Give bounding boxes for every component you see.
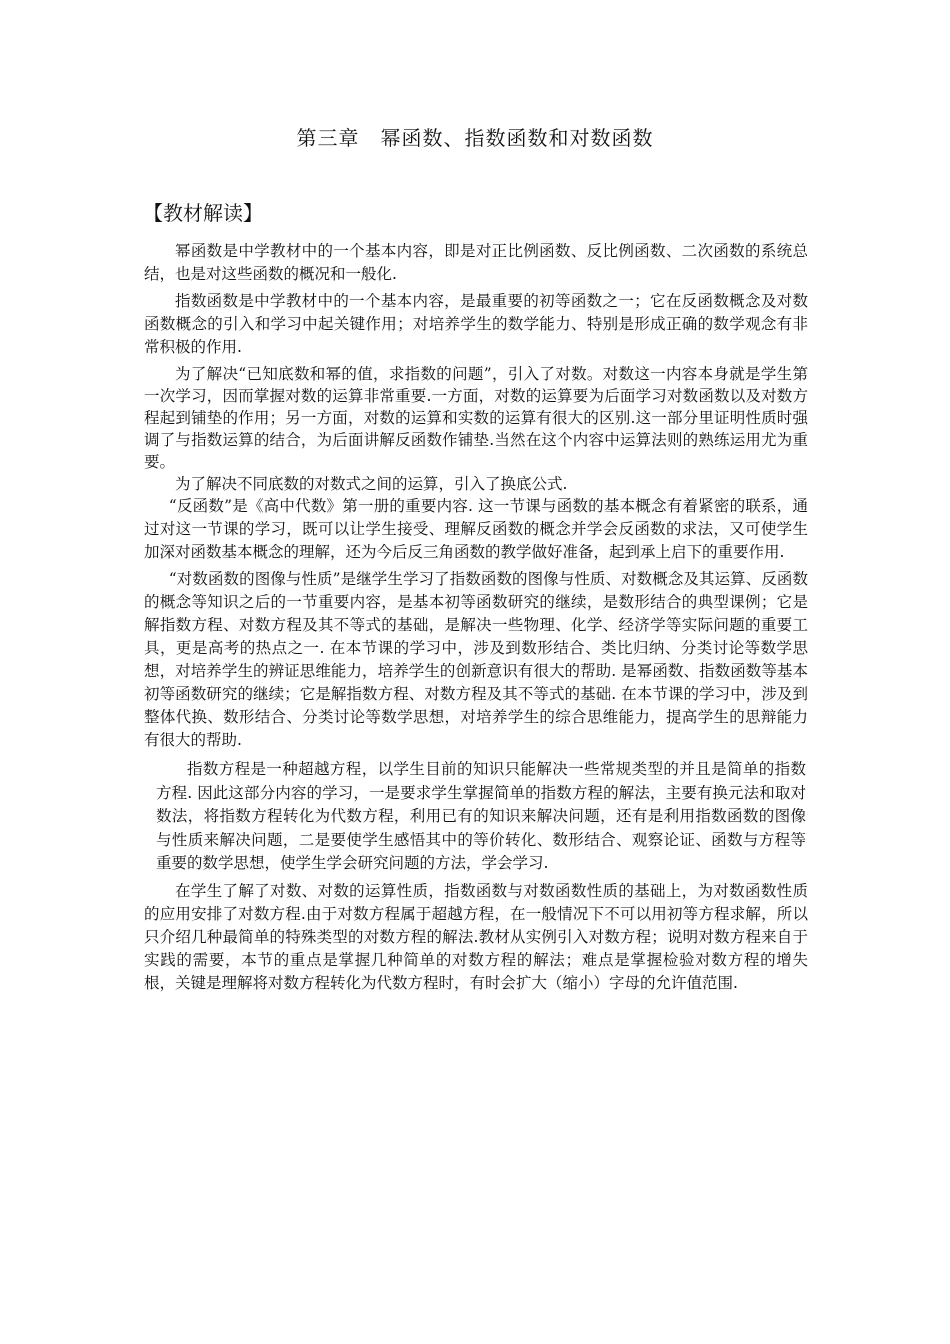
paragraph-logarithms: 为了解决“已知底数和幂的值，求指数的问题”，引入了对数。对数这一内容本身就是学生第一次学习，因而掌握对数的运算非常重要.一方面，对数的运算要为后面学习对数函数以及对数方程起到铺垫的作用；另一方面，对数的运算和实数的运算有很大的区别.这一部分里证明性质时强调了与指数运算的结合，为后面讲解反函数作铺垫.当然在这个内容中运算法则的熟练运用尤为重要。 — [144, 365, 808, 471]
paragraph-exponential-functions: 指数函数是中学教材中的一个基本内容，是最重要的初等函数之一；它在反函数概念及对数函数概念的引入和学习中起关键作用；对培养学生的数学能力、特别是形成正确的数学观念有非常积极的作用. — [144, 292, 808, 356]
paragraph-log-function-graphs: “对数函数的图像与性质”是继学生学习了指数函数的图像与性质、对数概念及其运算、反函数的概念等知识之后的一节重要内容，是基本初等函数研究的继续，是数形结合的典型课例；它是解指数方程、对数方程及其不等式的基础，是解决一些物理、化学、经济学等实际问题的重要工具，更是高考的热点之一. 在本节课的学习中，涉及到数形结合、类比归纳、分类讨论等数学思想，对培养学生的辨证思维能力，培养学生的创新意识有很大的帮助. 是幂函数、指数函数等基本初等函数研究的继续；它是解指数方程、对数方程及其不等式的基础. 在本节课的学习中，涉及到整体代换、数形结合、分类讨论等数学思想，对培养学生的综合思维能力，提高学生的思辩能力有很大的帮助. — [144, 570, 808, 749]
paragraph-power-functions: 幂函数是中学教材中的一个基本内容，即是对正比例函数、反比例函数、二次函数的系统总结，也是对这些函数的概况和一般化. — [144, 242, 808, 283]
paragraph-exponential-equations: 指数方程是一种超越方程，以学生目前的知识只能解决一些常规类型的并且是简单的指数方程. 因此这部分内容的学习，一是要求学生掌握简单的指数方程的解法，主要有换元法和取对数法，将指数方程转化为代数方程，利用已有的知识来解决问题，还有是利用指数函数的图像与性质来解决问题，二是要使学生感悟其中的等价转化、数形结合、观察论证、函数与方程等重要的数学思想，使学生学会研究问题的方法，学会学习. — [156, 760, 806, 872]
section-heading: 【教材解读】 — [143, 201, 263, 225]
paragraph-inverse-functions: “反函数”是《高中代数》第一册的重要内容. 这一节课与函数的基本概念有着紧密的联系，通过对这一节课的学习，既可以让学生接受、理解反函数的概念并学会反函数的求法，又可使学生加深对函数基本概念的理解，还为今后反三角函数的教学做好准备，起到承上启下的重要作用. — [144, 497, 808, 561]
paragraph-log-equations: 在学生了解了对数、对数的运算性质，指数函数与对数函数性质的基础上，为对数函数性质的应用安排了对数方程.由于对数方程属于超越方程，在一般情况下不可以用初等方程求解，所以只介绍几种最简单的特殊类型的对数方程的解法.教材从实例引入对数方程；说明对数方程来自于实践的需要，本节的重点是掌握几种简单的对数方程的解法；难点是掌握检验对数方程的增失根，关键是理解将对数方程转化为代数方程时，有时会扩大（缩小）字母的允许值范围. — [144, 881, 808, 992]
chapter-title: 第三章 幂函数、指数函数和对数函数 — [296, 126, 654, 150]
paragraph-change-of-base: 为了解决不同底数的对数式之间的运算，引入了换底公式. — [175, 475, 568, 493]
body-text — [144, 240, 808, 995]
